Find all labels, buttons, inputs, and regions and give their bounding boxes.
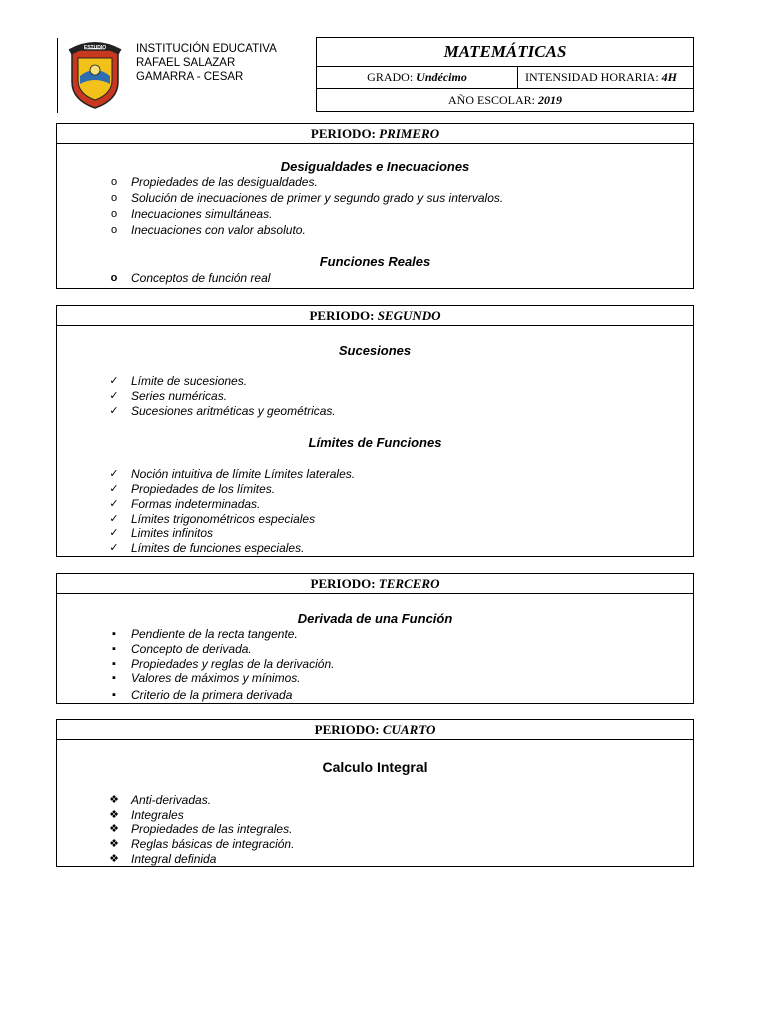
period-cuarto: PERIODO: CUARTO Calculo Integral ❖ Anti-derivadas. ❖ Integrales ❖ Propiedades de las integrales. ❖ Reglas básicas de integración. ❖ Integral definida <box>56 719 694 867</box>
topic-title: Derivada de una Función <box>297 611 453 626</box>
topic-title: Desigualdades e Inecuaciones <box>280 159 470 174</box>
period-segundo: PERIODO: SEGUNDO Sucesiones ✓ Límite de sucesiones. ✓ Series numéricas. ✓ Sucesiones aritméticas y geométricas. Límites de Funciones ✓ Noción intuitiva de límite Límites laterales. ✓ Propiedades de los límites. ✓ Formas indeterminadas. ✓ Límites trigonométricos especiales ✓ Limites infinitos ✓ Límites de funciones especiales. <box>56 305 694 557</box>
school-year-row <box>317 89 693 111</box>
subject-title: MATEMÁTICAS <box>317 38 693 67</box>
period-title: PERIODO: TERCERO <box>57 574 693 594</box>
school-name <box>136 42 277 84</box>
course-info-table <box>316 37 694 112</box>
hours-value: 4H <box>661 70 678 84</box>
topic-title: Calculo Integral <box>322 759 428 775</box>
school-line-3: GAMARRA - CESAR <box>136 71 244 83</box>
year-label: AÑO ESCOLAR: <box>447 93 538 107</box>
grade-label: GRADO: <box>367 70 417 84</box>
grade-value: Undécimo <box>416 70 467 84</box>
hours-label: INTENSIDAD HORARIA: <box>525 70 662 84</box>
school-shield-logo <box>66 40 124 110</box>
period-primero: PERIODO: PRIMERO Desigualdades e Inecuaciones o Propiedades de las desigualdades. o Solución de inecuaciones de primer y segundo grado y sus intervalos. o Inecuaciones simultáneas. o Inecuaciones con valor absoluto. Funciones Reales o Conceptos de función real <box>56 123 694 289</box>
topic-title: Límites de Funciones <box>308 435 442 450</box>
school-line-1: INSTITUCIÓN EDUCATIVA <box>136 43 277 55</box>
year-value: 2019 <box>538 93 562 107</box>
period-title: PERIODO: SEGUNDO <box>57 306 693 326</box>
grade-hours-row <box>317 67 693 89</box>
hours-cell <box>525 67 677 88</box>
period-title: PERIODO: CUARTO <box>57 720 693 740</box>
school-header <box>57 38 317 113</box>
period-tercero: PERIODO: TERCERO Derivada de una Función ▪ Pendiente de la recta tangente. ▪ Concepto de derivada. ▪ Propiedades y reglas de la derivación. ▪ Valores de máximos y mínimos. ▪ Criterio de la primera derivada <box>56 573 694 704</box>
topic-title: Funciones Reales <box>319 254 431 269</box>
school-line-2: RAFAEL SALAZAR <box>136 57 236 69</box>
svg-text:ESTUDIO: ESTUDIO <box>83 45 107 51</box>
topic-title: Sucesiones <box>338 343 412 358</box>
period-title: PERIODO: PRIMERO <box>57 124 693 144</box>
grade-cell <box>317 67 518 88</box>
